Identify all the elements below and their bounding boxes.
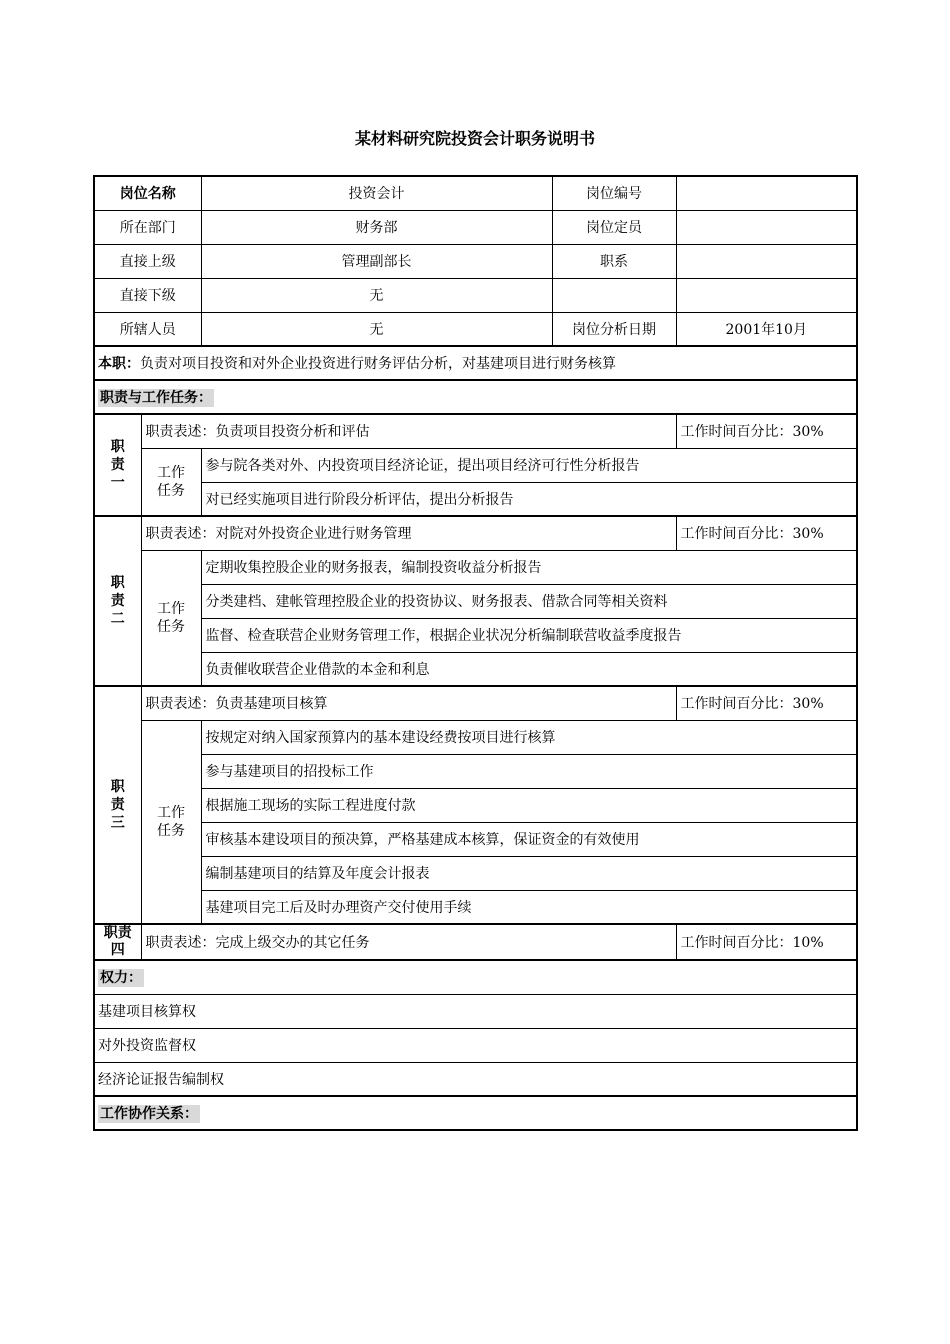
label-staff: 所辖人员 [94,312,201,346]
duty-3-task-2: 参与基建项目的招投标工作 [201,754,857,788]
duty-3-task-row [94,720,857,754]
duty-2-pct: 工作时间百分比：30% [676,516,857,550]
main-duty-cell [94,346,857,380]
info-row-position-name [94,176,857,210]
label-department: 所在部门 [94,210,201,244]
main-duty-text: 负责对项目投资和对外企业投资进行财务评估分析，对基建项目进行财务核算 [140,356,616,372]
duty-3-desc: 职责表述：负责基建项目核算 [141,686,676,720]
power-item-1: 基建项目核算权 [94,994,857,1028]
value-department: 财务部 [201,210,552,244]
value-subordinate: 无 [201,278,552,312]
label-superior: 直接上级 [94,244,201,278]
duty-3-task-row [94,788,857,822]
label-job-family: 职系 [552,244,676,278]
duty-4-label: 职责 四 [94,924,141,960]
duty-1-desc: 职责表述：负责项目投资分析和评估 [141,414,676,448]
cooperation-header-text: 工作协作关系： [100,1106,198,1122]
cooperation-header-row [94,1096,857,1130]
duty-1-task-2: 对已经实施项目进行阶段分析评估，提出分析报告 [201,482,857,516]
label-position-name: 岗位名称 [94,176,201,210]
label-headcount: 岗位定员 [552,210,676,244]
duty-1-task-row [94,482,857,516]
label-empty [552,278,676,312]
cooperation-header [94,1096,857,1130]
job-description-table [93,175,858,1131]
info-row-subordinate [94,278,857,312]
duty-2-task-row [94,618,857,652]
duty-4-pct: 工作时间百分比：10% [676,924,857,960]
value-position-name: 投资会计 [201,176,552,210]
duties-header-text: 职责与工作任务： [100,390,212,406]
duty-2-label: 职 责 二 [94,516,141,686]
duty-2-task-row [94,584,857,618]
power-row [94,994,857,1028]
duty-2-task-3: 监督、检查联营企业财务管理工作，根据企业状况分析编制联营收益季度报告 [201,618,857,652]
duty-1-desc-row [94,414,857,448]
duty-1-task-1: 参与院各类对外、内投资项目经济论证，提出项目经济可行性分析报告 [201,448,857,482]
power-header-text: 权力： [100,970,142,987]
duty-3-task-6: 基建项目完工后及时办理资产交付使用手续 [201,890,857,924]
info-row-department [94,210,857,244]
page-title: 某材料研究院投资会计职务说明书 [354,129,595,148]
duty-3-task-label: 工作 任务 [141,720,201,924]
value-superior: 管理副部长 [201,244,552,278]
duty-2-desc: 职责表述：对院对外投资企业进行财务管理 [141,516,676,550]
duty-3-task-3: 根据施工现场的实际工程进度付款 [201,788,857,822]
duty-3-task-row [94,856,857,890]
label-subordinate: 直接下级 [94,278,201,312]
duty-1-task-label: 工作 任务 [141,448,201,516]
power-item-3: 经济论证报告编制权 [94,1062,857,1096]
main-duty-label: 本职： [98,356,140,372]
value-staff: 无 [201,312,552,346]
duty-3-task-row [94,890,857,924]
power-item-2: 对外投资监督权 [94,1028,857,1062]
duties-header-row [94,380,857,414]
duty-3-task-row [94,822,857,856]
duty-3-task-5: 编制基建项目的结算及年度会计报表 [201,856,857,890]
duty-3-desc-row [94,686,857,720]
label-analysis-date: 岗位分析日期 [552,312,676,346]
info-row-staff [94,312,857,346]
duty-2-desc-row [94,516,857,550]
duty-2-task-1: 定期收集控股企业的财务报表，编制投资收益分析报告 [201,550,857,584]
info-row-superior [94,244,857,278]
duty-3-task-1: 按规定对纳入国家预算内的基本建设经费按项目进行核算 [201,720,857,754]
duty-4-desc: 职责表述：完成上级交办的其它任务 [141,924,676,960]
duties-header [94,380,857,414]
duty-3-label: 职 责 三 [94,686,141,924]
duty-4-desc-row [94,924,857,960]
duty-3-pct: 工作时间百分比：30% [676,686,857,720]
duty-3-task-row [94,754,857,788]
power-header [94,960,857,994]
value-headcount [676,210,857,244]
main-duty-row [94,346,857,380]
value-empty [676,278,857,312]
value-analysis-date: 2001年10月 [676,312,857,346]
duty-2-task-row [94,550,857,584]
duty-2-task-label: 工作 任务 [141,550,201,686]
duty-2-task-row [94,652,857,686]
power-row [94,1028,857,1062]
duty-1-task-row [94,448,857,482]
label-position-number: 岗位编号 [552,176,676,210]
duty-1-pct: 工作时间百分比：30% [676,414,857,448]
duty-1-label: 职 责 一 [94,414,141,516]
duty-3-task-4: 审核基本建设项目的预决算，严格基建成本核算，保证资金的有效使用 [201,822,857,856]
power-header-row [94,960,857,994]
power-row [94,1062,857,1096]
value-position-number [676,176,857,210]
duty-2-task-4: 负责催收联营企业借款的本金和利息 [201,652,857,686]
duty-2-task-2: 分类建档、建帐管理控股企业的投资协议、财务报表、借款合同等相关资料 [201,584,857,618]
value-job-family [676,244,857,278]
